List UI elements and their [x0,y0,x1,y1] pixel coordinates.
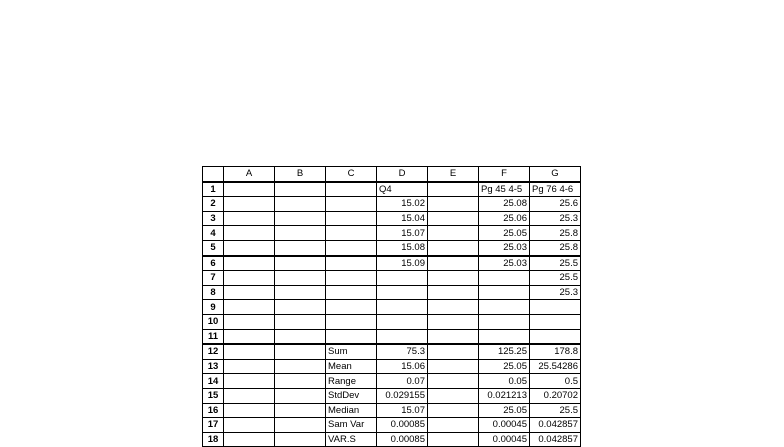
cell-f15[interactable]: 0.021213 [479,388,530,403]
cell-g15[interactable]: 0.20702 [530,388,581,403]
table-row [203,418,581,433]
cell-d3[interactable]: 15.04 [377,211,428,226]
cell-c13[interactable]: Mean [326,359,377,374]
cell-e13[interactable] [428,359,479,374]
cell-c15[interactable]: StdDev [326,388,377,403]
table-row [203,329,581,344]
cell-d4[interactable]: 15.07 [377,226,428,241]
cell-b7[interactable] [275,271,326,286]
cell-b5[interactable] [275,240,326,255]
cell-g12[interactable]: 178.8 [530,344,581,359]
table-row [203,271,581,286]
cell-c18[interactable]: VAR.S [326,432,377,447]
row-header-9[interactable]: 9 [203,300,224,315]
cell-e6[interactable] [428,256,479,271]
row-header-3[interactable]: 3 [203,211,224,226]
table-row [203,197,581,212]
table-row [203,256,581,271]
column-header-c[interactable]: C [326,167,377,182]
row-header-4[interactable]: 4 [203,226,224,241]
cell-b15[interactable] [275,388,326,403]
cell-e18[interactable] [428,432,479,447]
cell-b17[interactable] [275,418,326,433]
table-row [203,403,581,418]
cell-f2[interactable]: 25.08 [479,197,530,212]
cell-g17[interactable]: 0.042857 [530,418,581,433]
table-row [203,226,581,241]
cell-f16[interactable]: 25.05 [479,403,530,418]
cell-b16[interactable] [275,403,326,418]
cell-f8[interactable] [479,285,530,300]
cell-e3[interactable] [428,211,479,226]
column-header-f[interactable]: F [479,167,530,182]
row-header-7[interactable]: 7 [203,271,224,286]
cell-g9[interactable] [530,300,581,315]
cell-d8[interactable] [377,285,428,300]
table-row [203,432,581,447]
cell-b8[interactable] [275,285,326,300]
cell-a14[interactable] [224,374,275,389]
cell-f12[interactable]: 125.25 [479,344,530,359]
cell-g16[interactable]: 25.5 [530,403,581,418]
cell-c2[interactable] [326,197,377,212]
cell-c8[interactable] [326,285,377,300]
cell-b9[interactable] [275,300,326,315]
cell-g2[interactable]: 25.6 [530,197,581,212]
cell-b13[interactable] [275,359,326,374]
cell-e15[interactable] [428,388,479,403]
row-header-12[interactable]: 12 [203,344,224,359]
cell-a8[interactable] [224,285,275,300]
cell-d1[interactable]: Q4 [377,182,428,197]
cell-a16[interactable] [224,403,275,418]
cell-a17[interactable] [224,418,275,433]
table-row [203,374,581,389]
cell-d15[interactable]: 0.029155 [377,388,428,403]
cell-a6[interactable] [224,256,275,271]
column-header-g[interactable]: G [530,167,581,182]
cell-g5[interactable]: 25.8 [530,240,581,255]
column-header-e[interactable]: E [428,167,479,182]
cell-c6[interactable] [326,256,377,271]
cell-f3[interactable]: 25.06 [479,211,530,226]
cell-g7[interactable]: 25.5 [530,271,581,286]
cell-c9[interactable] [326,300,377,315]
cell-a11[interactable] [224,329,275,344]
cell-f17[interactable]: 0.00045 [479,418,530,433]
cell-b2[interactable] [275,197,326,212]
cell-a9[interactable] [224,300,275,315]
cell-g14[interactable]: 0.5 [530,374,581,389]
cell-e5[interactable] [428,240,479,255]
cell-d2[interactable]: 15.02 [377,197,428,212]
table-row [203,359,581,374]
cell-g11[interactable] [530,329,581,344]
row-header-2[interactable]: 2 [203,197,224,212]
cell-f4[interactable]: 25.05 [479,226,530,241]
row-header-10[interactable]: 10 [203,314,224,329]
cell-f18[interactable]: 0.00045 [479,432,530,447]
cell-b6[interactable] [275,256,326,271]
row-header-16[interactable]: 16 [203,403,224,418]
table-row [203,344,581,359]
cell-e9[interactable] [428,300,479,315]
cell-f11[interactable] [479,329,530,344]
table-row [203,314,581,329]
cell-c11[interactable] [326,329,377,344]
cell-f10[interactable] [479,314,530,329]
cell-d7[interactable] [377,271,428,286]
cell-e10[interactable] [428,314,479,329]
cell-a2[interactable] [224,197,275,212]
cell-d17[interactable]: 0.00085 [377,418,428,433]
cell-d9[interactable] [377,300,428,315]
cell-c10[interactable] [326,314,377,329]
row-header-15[interactable]: 15 [203,388,224,403]
cell-g8[interactable]: 25.3 [530,285,581,300]
cell-c14[interactable]: Range [326,374,377,389]
cell-e7[interactable] [428,271,479,286]
cell-e2[interactable] [428,197,479,212]
cell-d6[interactable]: 15.09 [377,256,428,271]
table-row [203,285,581,300]
cell-g13[interactable]: 25.54286 [530,359,581,374]
cell-c3[interactable] [326,211,377,226]
cell-d14[interactable]: 0.07 [377,374,428,389]
cell-a1[interactable] [224,182,275,197]
cell-a7[interactable] [224,271,275,286]
cell-c5[interactable] [326,240,377,255]
cell-e4[interactable] [428,226,479,241]
cell-d5[interactable]: 15.08 [377,240,428,255]
row-header-17[interactable]: 17 [203,418,224,433]
cell-d16[interactable]: 15.07 [377,403,428,418]
cell-d18[interactable]: 0.00085 [377,432,428,447]
cell-b18[interactable] [275,432,326,447]
cell-c1[interactable] [326,182,377,197]
column-header-d[interactable]: D [377,167,428,182]
cell-c4[interactable] [326,226,377,241]
row-header-1[interactable]: 1 [203,182,224,197]
cell-f14[interactable]: 0.05 [479,374,530,389]
row-header-14[interactable]: 14 [203,374,224,389]
cell-a13[interactable] [224,359,275,374]
cell-f13[interactable]: 25.05 [479,359,530,374]
row-header-5[interactable]: 5 [203,240,224,255]
cell-b12[interactable] [275,344,326,359]
cell-b1[interactable] [275,182,326,197]
table-row [203,388,581,403]
table-row [203,240,581,255]
column-header-a[interactable]: A [224,167,275,182]
cell-g3[interactable]: 25.3 [530,211,581,226]
cell-a18[interactable] [224,432,275,447]
cell-f6[interactable]: 25.03 [479,256,530,271]
cell-b10[interactable] [275,314,326,329]
cell-e14[interactable] [428,374,479,389]
row-header-11[interactable]: 11 [203,329,224,344]
cell-b14[interactable] [275,374,326,389]
cell-g1[interactable]: Pg 76 4-6 [530,182,581,197]
row-header-6[interactable]: 6 [203,256,224,271]
grid-body [203,182,581,447]
cell-d12[interactable]: 75.3 [377,344,428,359]
cell-a15[interactable] [224,388,275,403]
cell-f9[interactable] [479,300,530,315]
cell-e11[interactable] [428,329,479,344]
row-header-18[interactable]: 18 [203,432,224,447]
cell-e16[interactable] [428,403,479,418]
cell-e12[interactable] [428,344,479,359]
cell-a12[interactable] [224,344,275,359]
cell-d11[interactable] [377,329,428,344]
cell-c16[interactable]: Median [326,403,377,418]
table-row [203,300,581,315]
column-header-b[interactable]: B [275,167,326,182]
cell-b11[interactable] [275,329,326,344]
cell-c17[interactable]: Sam Var [326,418,377,433]
cell-c7[interactable] [326,271,377,286]
row-header-8[interactable]: 8 [203,285,224,300]
cell-g6[interactable]: 25.5 [530,256,581,271]
cell-b4[interactable] [275,226,326,241]
column-header-row [203,167,581,182]
cell-g18[interactable]: 0.042857 [530,432,581,447]
cell-e17[interactable] [428,418,479,433]
cell-e8[interactable] [428,285,479,300]
cell-a4[interactable] [224,226,275,241]
row-header-13[interactable]: 13 [203,359,224,374]
cell-g10[interactable] [530,314,581,329]
cell-g4[interactable]: 25.8 [530,226,581,241]
cell-f7[interactable] [479,271,530,286]
cell-a5[interactable] [224,240,275,255]
cell-c12[interactable]: Sum [326,344,377,359]
corner-cell[interactable] [203,167,224,182]
cell-e1[interactable] [428,182,479,197]
cell-a3[interactable] [224,211,275,226]
spreadsheet-grid [202,166,581,447]
cell-f5[interactable]: 25.03 [479,240,530,255]
table-row [203,211,581,226]
cell-a10[interactable] [224,314,275,329]
table-row [203,182,581,197]
cell-d13[interactable]: 15.06 [377,359,428,374]
cell-f1[interactable]: Pg 45 4-5 [479,182,530,197]
cell-b3[interactable] [275,211,326,226]
cell-d10[interactable] [377,314,428,329]
